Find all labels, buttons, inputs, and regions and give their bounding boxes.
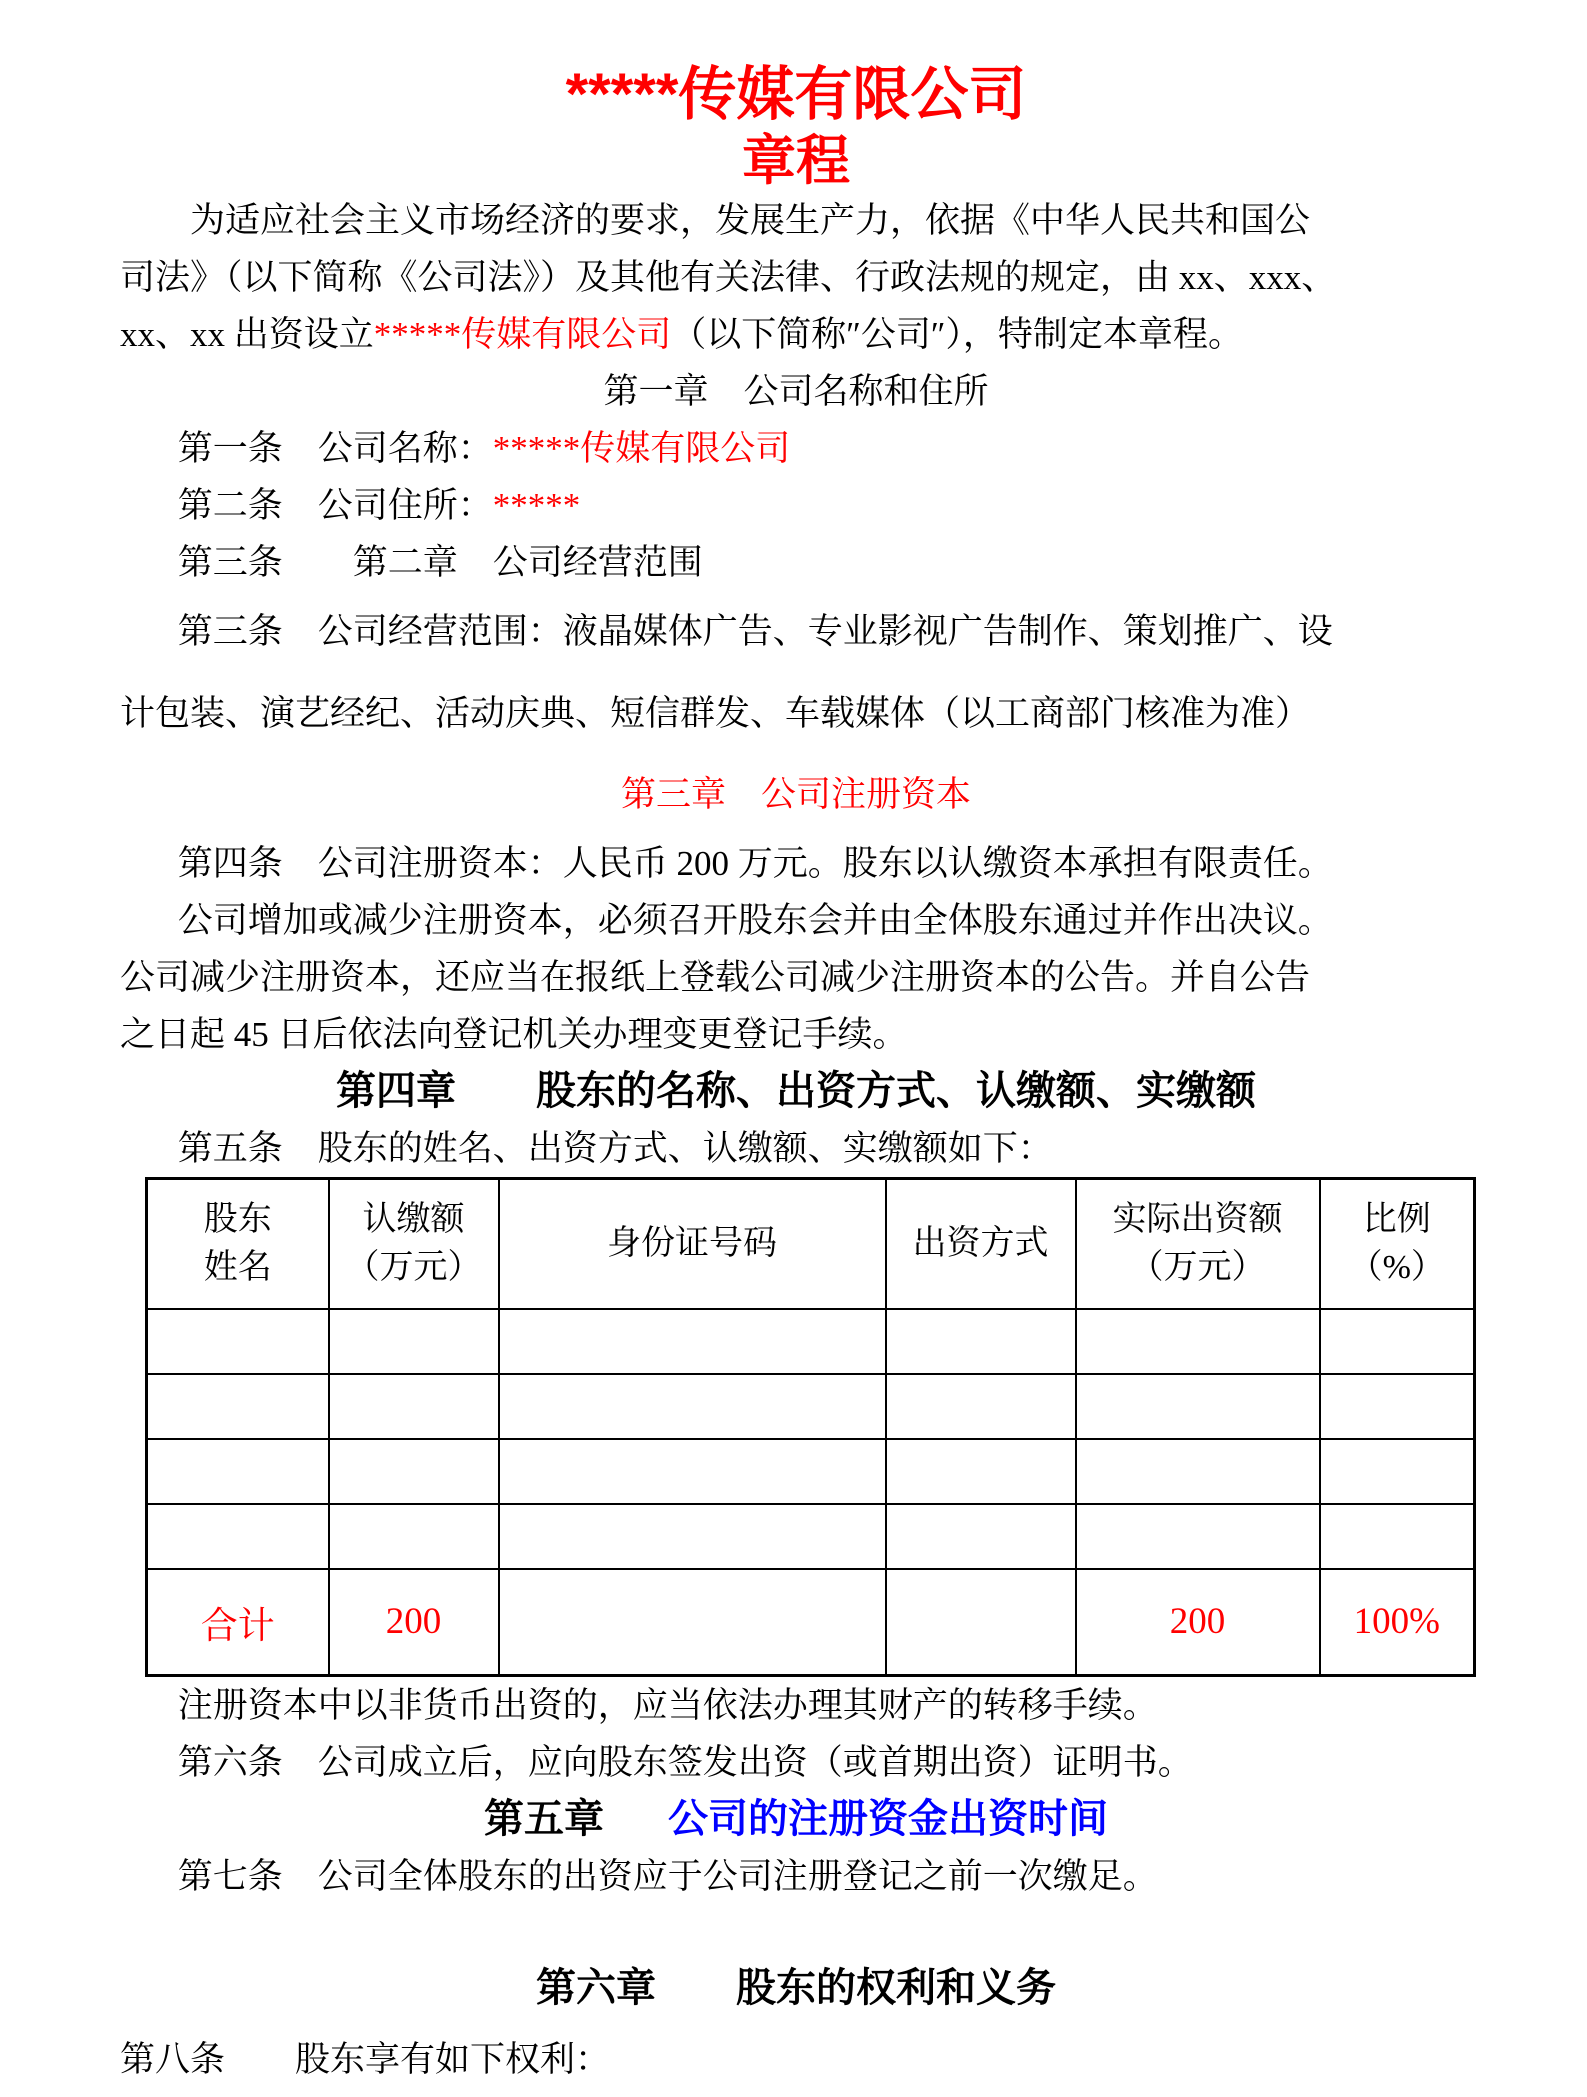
article-7-line: 第七条 公司全体股东的出资应于公司注册登记之前一次缴足。 [177, 1857, 1158, 1896]
table-empty-cell [499, 1439, 886, 1504]
table-empty-cell [147, 1504, 329, 1569]
header-actual-amount: 实际出资额 （万元） [1076, 1179, 1320, 1309]
total-id-cell [499, 1569, 886, 1676]
intro-line-3-post: （以下简称″公司″），特制定本章程。 [671, 315, 1243, 354]
article-5-line: 第五条 股东的姓名、出资方式、认缴额、实缴额如下： [177, 1129, 1053, 1168]
article-8-line: 第八条 股东享有如下权利： [120, 2040, 611, 2079]
total-ratio-cell: 100% [1320, 1569, 1475, 1676]
header-subscribed-amount: 认缴额 （万元） [329, 1179, 499, 1309]
article-3-chapter-2-line: 第三条 第二章 公司经营范围 [177, 543, 703, 582]
table-empty-cell [499, 1374, 886, 1439]
table-empty-row [147, 1309, 1475, 1374]
intro-line-3 [120, 306, 1472, 363]
table-empty-cell [147, 1374, 329, 1439]
total-method-cell [886, 1569, 1076, 1676]
table-empty-cell [1076, 1309, 1320, 1374]
table-empty-cell [1076, 1504, 1320, 1569]
article-2 [120, 477, 1472, 534]
table-empty-cell [1320, 1374, 1475, 1439]
table-header-row [147, 1179, 1475, 1309]
header-ratio: 比例 （%） [1320, 1179, 1475, 1309]
table-empty-cell [147, 1309, 329, 1374]
table-empty-cell [886, 1309, 1076, 1374]
company-title: *****传媒有限公司 [565, 62, 1027, 127]
table-empty-cell [1320, 1504, 1475, 1569]
table-empty-cell [499, 1309, 886, 1374]
intro-line-1: 为适应社会主义市场经济的要求，发展生产力，依据《中华人民共和国公 [190, 201, 1311, 240]
shareholder-table [145, 1177, 1476, 1677]
article-2-address: ***** [492, 486, 581, 525]
article-1-company-name: *****传媒有限公司 [492, 429, 791, 468]
article-4-line-4: 之日起 45 日后依法向登记机关办理变更登记手续。 [120, 1015, 908, 1054]
table-empty-row [147, 1439, 1475, 1504]
chapter-4-heading: 第四章 股东的名称、出资方式、认缴额、实缴额 [336, 1069, 1256, 1113]
chapter-6-heading: 第六章 股东的权利和义务 [536, 1966, 1056, 2010]
table-empty-cell [499, 1504, 886, 1569]
article-3-line-1: 第三条 公司经营范围：液晶媒体广告、专业影视广告制作、策划推广、设 [177, 612, 1333, 651]
table-empty-cell [329, 1439, 499, 1504]
chapter-5-heading [120, 1791, 1472, 1848]
table-empty-row [147, 1504, 1475, 1569]
article-4-line-2: 公司增加或减少注册资本，必须召开股东会并由全体股东通过并作出决议。 [177, 901, 1333, 940]
table-empty-cell [1320, 1439, 1475, 1504]
header-shareholder-name: 股东 姓名 [147, 1179, 329, 1309]
intro-line-2: 司法》（以下简称《公司法》）及其他有关法律、行政法规的规定，由 xx、xxx、 [120, 258, 1337, 297]
table-empty-cell [329, 1309, 499, 1374]
chapter-3-heading: 第三章 公司注册资本 [620, 775, 971, 814]
table-empty-cell [147, 1439, 329, 1504]
table-empty-cell [329, 1504, 499, 1569]
total-label-cell: 合计 [147, 1569, 329, 1676]
shareholder-table-body [147, 1179, 1475, 1676]
table-empty-row [147, 1374, 1475, 1439]
table-total-row [147, 1569, 1475, 1676]
total-subscribed-cell: 200 [329, 1569, 499, 1676]
chapter-5-title: 公司的注册资金出资时间 [668, 1797, 1108, 1841]
charter-title: 章程 [742, 131, 850, 191]
table-empty-cell [886, 1504, 1076, 1569]
after-table-line: 注册资本中以非货币出资的，应当依法办理其财产的转移手续。 [177, 1686, 1158, 1725]
table-empty-cell [329, 1374, 499, 1439]
table-empty-cell [1076, 1374, 1320, 1439]
total-actual-cell: 200 [1076, 1569, 1320, 1676]
table-empty-cell [1320, 1309, 1475, 1374]
article-3-line-2: 计包装、演艺经纪、活动庆典、短信群发、车载媒体（以工商部门核准为准） [120, 694, 1311, 733]
table-empty-cell [886, 1439, 1076, 1504]
chapter-5-number: 第五章 [484, 1797, 604, 1841]
article-6-line: 第六条 公司成立后，应向股东签发出资（或首期出资）证明书。 [177, 1743, 1193, 1782]
table-empty-cell [1076, 1439, 1320, 1504]
chapter-1-heading: 第一章 公司名称和住所 [603, 372, 989, 411]
table-empty-cell [886, 1374, 1076, 1439]
intro-line-3-pre: xx、xx 出资设立 [120, 315, 374, 354]
article-4-line-3: 公司减少注册资本，还应当在报纸上登载公司减少注册资本的公告。并自公告 [120, 958, 1311, 997]
article-2-label: 第二条 公司住所： [177, 486, 493, 525]
header-id-number: 身份证号码 [499, 1179, 886, 1309]
intro-line-3-company-name: *****传媒有限公司 [373, 315, 672, 354]
article-4-line-1: 第四条 公司注册资本：人民币 200 万元。股东以认缴资本承担有限责任。 [177, 844, 1333, 883]
article-1-label: 第一条 公司名称： [177, 429, 493, 468]
header-contribution-method: 出资方式 [886, 1179, 1076, 1309]
article-1 [120, 420, 1472, 477]
